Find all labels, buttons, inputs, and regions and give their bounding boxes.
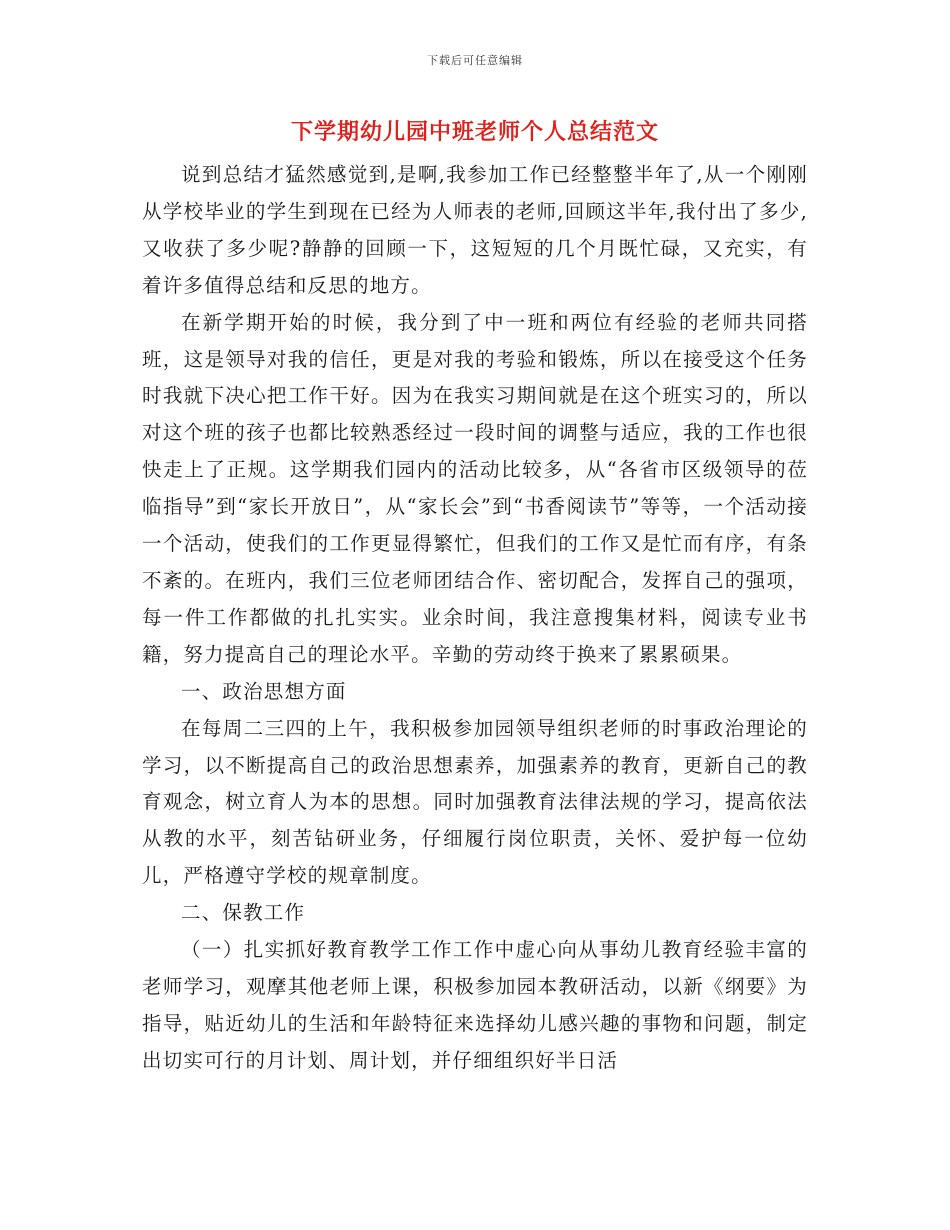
section-heading-political: 一、政治思想方面 [181, 679, 347, 703]
document-title: 下学期幼儿园中班老师个人总结范文 [290, 119, 659, 145]
header-note: 下载后可任意编辑 [427, 54, 523, 67]
paragraph-teaching: （一）扎实抓好教育教学工作工作中虚心向从事幼儿教育经验丰富的老师学习，观摩其他老师上课，积极参加园本教研活动，以新《纲要》为指导，贴近幼儿的生活和年龄特征来选择幼儿感兴趣的事物和问题，制定出切实可行的月计划、周计划，并仔细组织好半日活 [142, 938, 808, 1072]
document-body [142, 157, 808, 1080]
paragraph-new-term: 在新学期开始的时候，我分到了中一班和两位有经验的老师共同搭班，这是领导对我的信任，更是对我的考验和锻炼，所以在接受这个任务时我就下决心把工作干好。因为在我实习期间就是在这个班实习的，所以对这个班的孩子也都比较熟悉经过一段时间的调整与适应，我的工作也很快走上了正规。这学期我们园内的活动比较多，从“各省市区级领导的莅临指导”到“家长开放日”，从“家长会”到“书香阅读节”等等，一个活动接一个活动，使我们的工作更显得繁忙，但我们的工作又是忙而有序，有条不紊的。在班内，我们三位老师团结合作、密切配合，发挥自己的强项，每一件工作都做的扎扎实实。业余时间，我注意搜集材料，阅读专业书籍，努力提高自己的理论水平。辛勤的劳动终于换来了累累硕果。 [142, 310, 808, 666]
section-heading-teaching: 二、保教工作 [181, 901, 306, 925]
paragraph-intro: 说到总结才猛然感觉到,是啊,我参加工作已经整整半年了,从一个刚刚从学校毕业的学生到现在已经为人师表的老师,回顾这半年,我付出了多少,又收获了多少呢?静静的回顾一下，这短短的几个月既忙碌，又充实，有着许多值得总结和反思的地方。 [142, 163, 808, 297]
paragraph-political: 在每周二三四的上午，我积极参加园领导组织老师的时事政治理论的学习，以不断提高自己的政治思想素养，加强素养的教育，更新自己的教育观念，树立育人为本的思想。同时加强教育法律法规的学习，提高依法从教的水平，刻苦钻研业务，仔细履行岗位职责，关怀、爱护每一位幼儿，严格遵守学校的规章制度。 [142, 716, 808, 888]
